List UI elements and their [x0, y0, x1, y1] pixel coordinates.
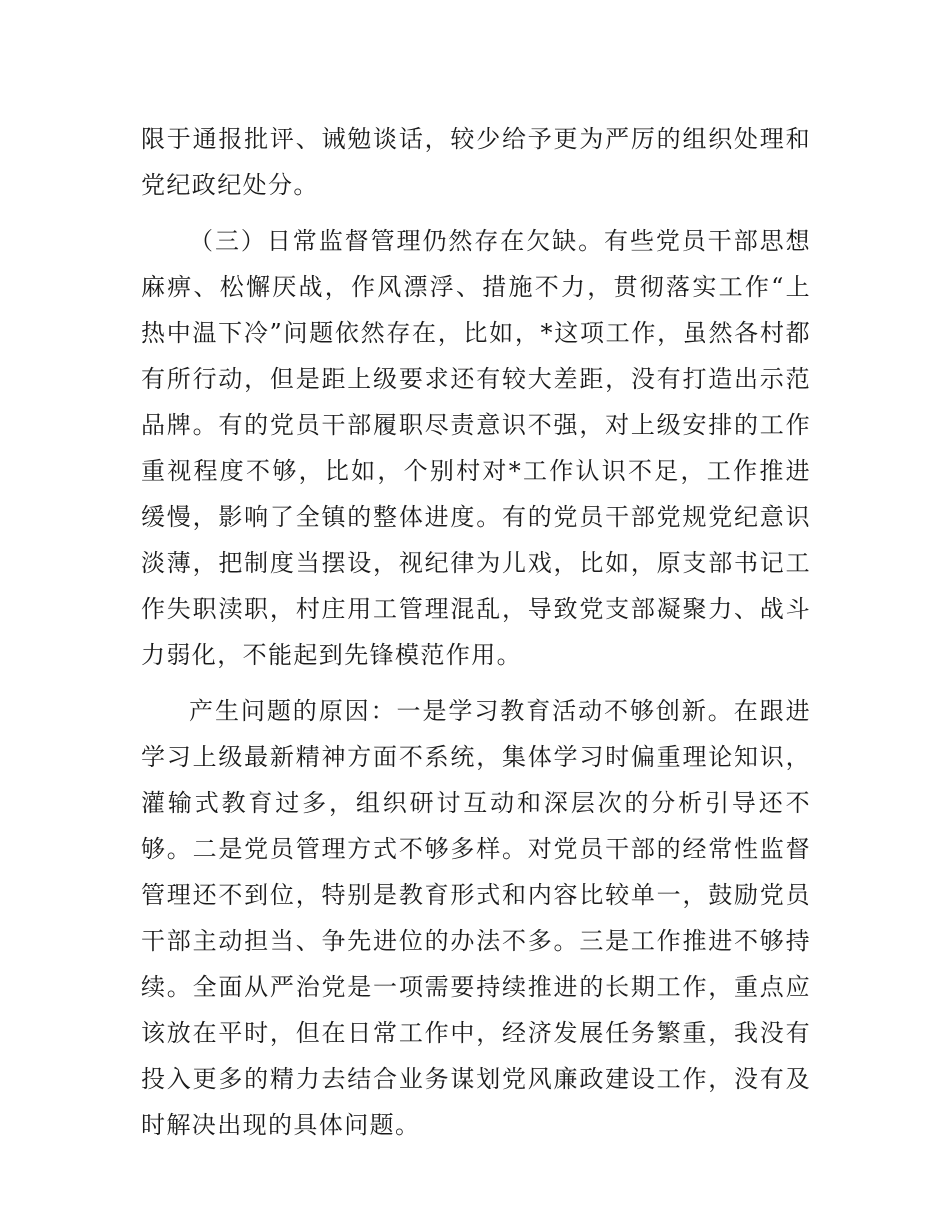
- document-body: [141, 116, 811, 1158]
- paragraph-continuation: 限于通报批评、诫勉谈话，较少给予更为严厉的组织处理和党纪政纪处分。: [141, 125, 811, 199]
- paragraph-causes: 产生问题的原因：一是学习教育活动不够创新。在跟进学习上级最新精神方面不系统，集体学习时偏重理论知识，灌输式教育过多，组织研讨互动和深层次的分析引导还不够。二是党员管理方式不够多样。对党员干部的经常性监督管理还不到位，特别是教育形式和内容比较单一，鼓励党员干部主动担当、争先进位的办法不多。三是工作推进不够持续。全面从严治党是一项需要持续推进的长期工作，重点应该放在平时，但在日常工作中，经济发展任务繁重，我没有投入更多的精力去结合业务谋划党风廉政建设工作，没有及时解决出现的具体问题。: [141, 697, 811, 1139]
- paragraph-section-three: （三）日常监督管理仍然存在欠缺。有些党员干部思想麻痹、松懈厌战，作风漂浮、措施不力，贯彻落实工作“上热中温下冷”问题依然存在，比如，*这项工作，虽然各村都有所行动，但是距上级要求还有较大差距，没有打造出示范品牌。有的党员干部履职尽责意识不强，对上级安排的工作重视程度不够，比如，个别村对*工作认识不足，工作推进缓慢，影响了全镇的整体进度。有的党员干部党规党纪意识淡薄，把制度当摆设，视纪律为儿戏，比如，原支部书记工作失职渎职，村庄用工管理混乱，导致党支部凝聚力、战斗力弱化，不能起到先锋模范作用。: [141, 227, 811, 669]
